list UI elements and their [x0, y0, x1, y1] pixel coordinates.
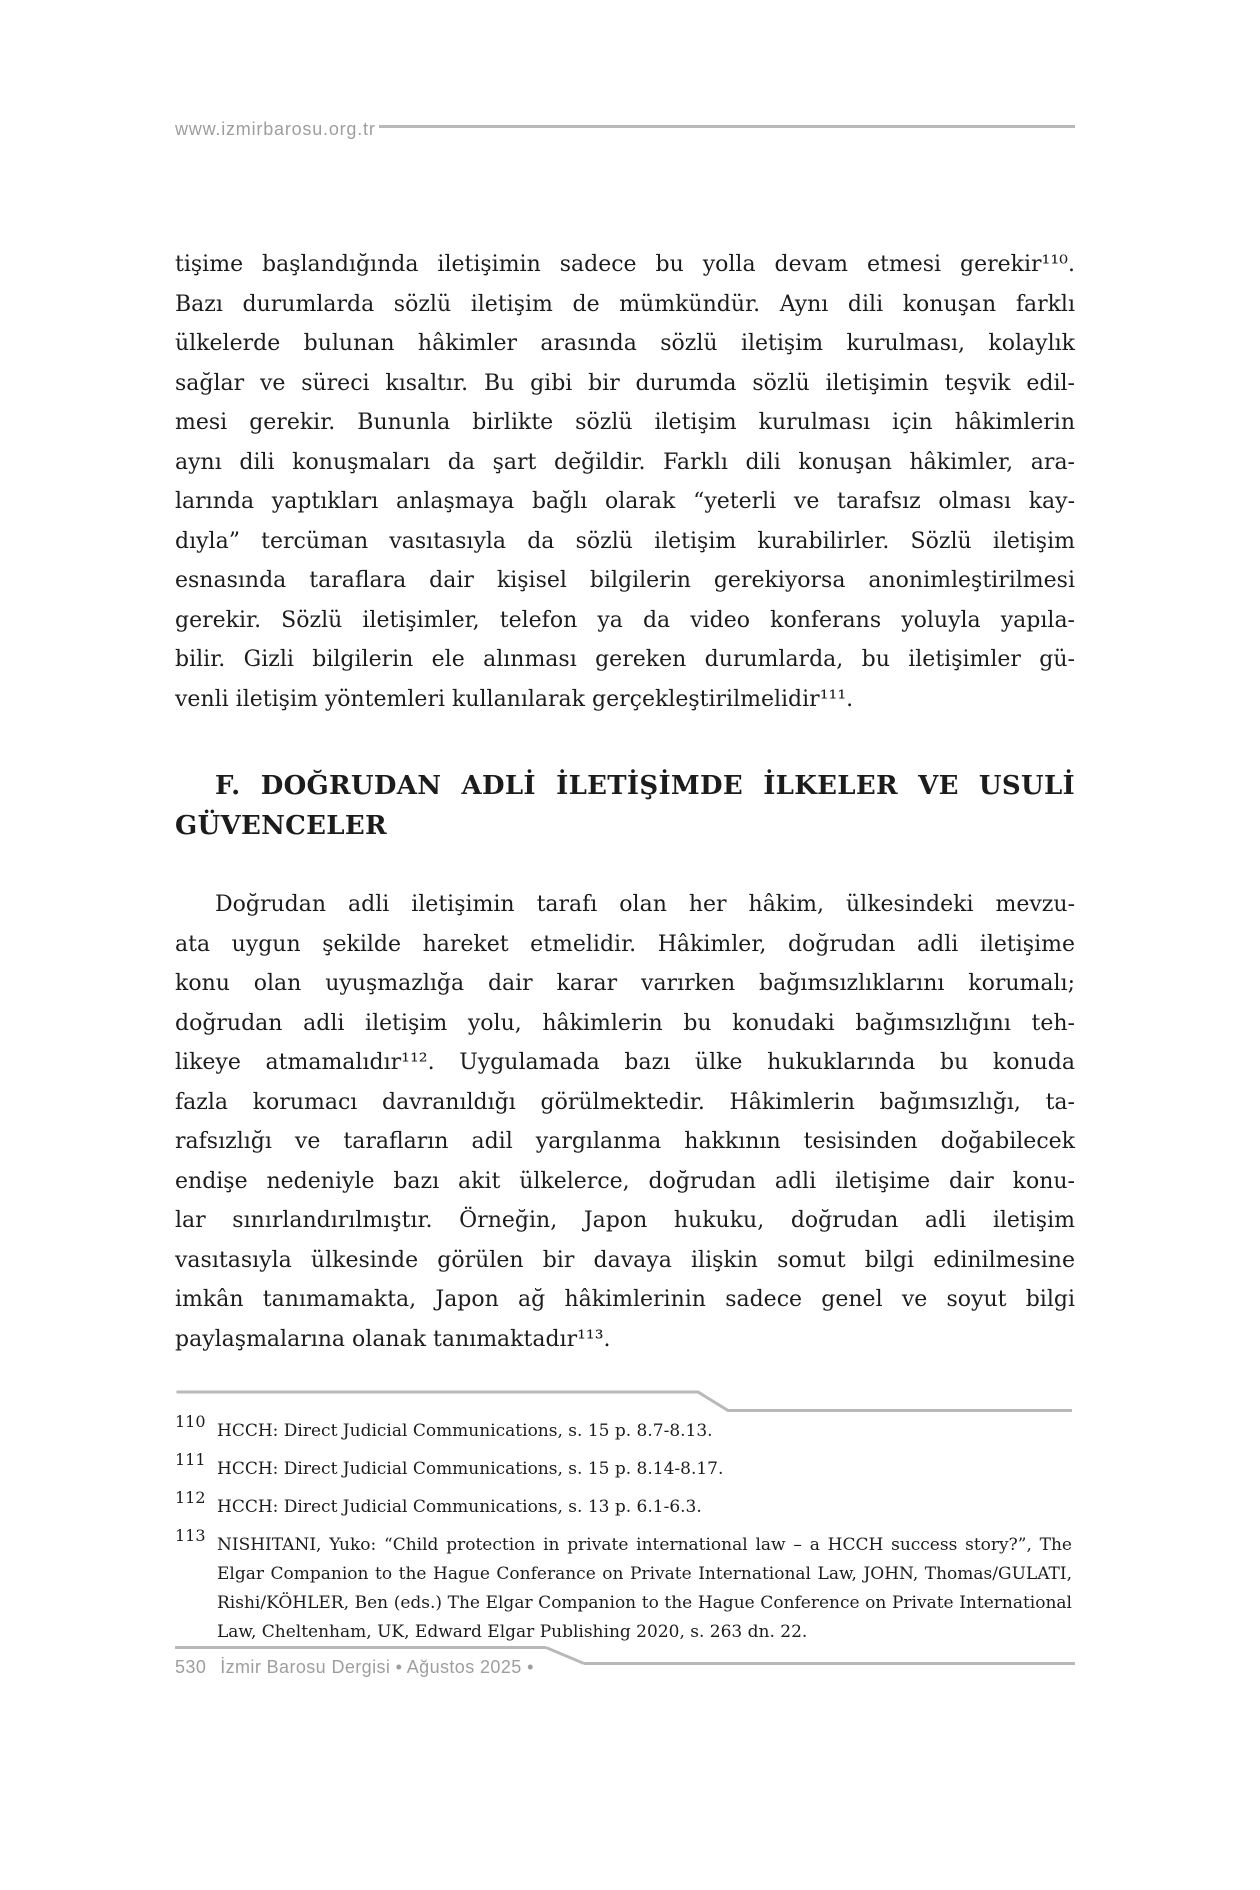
- text-line: tişime başlandığında iletişimin sadece bu yolla devam etmesi gerekir¹¹⁰.: [175, 252, 1075, 277]
- text-line: F. DOĞRUDAN ADLİ İLETİŞİMDE İLKELER VE USULİ: [215, 771, 1075, 801]
- text-line: GÜVENCELER: [175, 811, 387, 841]
- text-line: Doğrudan adli iletişimin tarafı olan her hâkim, ülkesindeki mevzu-: [215, 892, 1075, 917]
- footnote-number: 111: [175, 1450, 206, 1469]
- text-line: sağlar ve süreci kısaltır. Bu gibi bir durumda sözlü iletişimin teşvik edil-: [175, 370, 1075, 396]
- footnote-text: [217, 1417, 1072, 1446]
- text-line: ata uygun şekilde hareket etmelidir. Hâkimler, doğrudan adli iletişime: [175, 931, 1075, 957]
- footnote-number: 110: [175, 1412, 206, 1431]
- footer-rule-diagonal: [546, 1646, 584, 1667]
- footer-text: [175, 1646, 546, 1679]
- footnote-113: [175, 1526, 1072, 1647]
- footnote-110: [175, 1412, 1072, 1446]
- text-line: rafsızlığı ve tarafların adil yargılanma hakkının tesisinden doğabilecek: [175, 1129, 1075, 1154]
- body-paragraph-continuation: [175, 245, 1075, 719]
- text-line: lar sınırlandırılmıştır. Örneğin, Japon hukuku, doğrudan adli iletişim: [175, 1208, 1075, 1233]
- journal-issue: İzmir Barosu Dergisi • Ağustos 2025 •: [220, 1657, 534, 1677]
- text-line: dıyla” tercüman vasıtasıyla da sözlü iletişim kurabilirler. Sözlü iletişim: [175, 528, 1075, 554]
- text-line: mesi gerekir. Bununla birlikte sözlü iletişim kurulması için hâkimlerin: [175, 410, 1075, 435]
- text-line: vasıtasıyla ülkesinde görülen bir davaya ilişkin somut bilgi edinilmesine: [175, 1247, 1075, 1273]
- text-line: Rishi/KÖHLER, Ben (eds.) The Elgar Companion to the Hague Conference on Private International: [217, 1593, 1072, 1613]
- text-line: imkân tanımamakta, Japon ağ hâkimlerinin sadece genel ve soyut bilgi: [175, 1287, 1075, 1312]
- footnote-number: 113: [175, 1526, 206, 1545]
- footnote-separator-line: [177, 1392, 1073, 1411]
- text-line: bilir. Gizli bilgilerin ele alınması gereken durumlarda, bu iletişimler gü-: [175, 647, 1075, 672]
- footnote-111: [175, 1450, 1072, 1484]
- body-paragraph: [175, 885, 1075, 1359]
- text-line: HCCH: Direct Judicial Communications, s. 15 p. 8.7-8.13.: [217, 1421, 713, 1441]
- page-footer: [175, 1646, 1075, 1679]
- text-line: paylaşmalarına olanak tanımaktadır¹¹³.: [175, 1326, 611, 1352]
- text-line: doğrudan adli iletişim yolu, hâkimlerin bu konudaki bağımsızlığını teh-: [175, 1010, 1075, 1036]
- section-heading: [175, 766, 1075, 846]
- text-line: fazla korumacı davranıldığı görülmektedir. Hâkimlerin bağımsızlığı, ta-: [175, 1089, 1075, 1115]
- site-url-text: www.izmirbarosu.org.tr: [175, 119, 376, 139]
- text-line: konu olan uyuşmazlığa dair karar varırken bağımsızlıklarını korumalı;: [175, 971, 1075, 996]
- text-line: esnasında taraflara dair kişisel bilgilerin gerekiyorsa anonimleştirilmesi: [175, 568, 1075, 593]
- text-line: likeye atmamalıdır¹¹². Uygulamada bazı ülke hukuklarında bu konuda: [175, 1050, 1075, 1075]
- text-line: Law, Cheltenham, UK, Edward Elgar Publishing 2020, s. 263 dn. 22.: [217, 1622, 808, 1642]
- footnotes-section: [175, 1412, 1072, 1656]
- footer-rule: [584, 1662, 1075, 1665]
- footnote-text: [217, 1531, 1072, 1647]
- footnote-number: 112: [175, 1488, 206, 1507]
- text-line: Elgar Companion to the Hague Conferance on Private International Law, JOHN, Thomas/GULATI,: [217, 1564, 1072, 1584]
- page-header: [175, 118, 1075, 140]
- footnote-separator-rule: [175, 1390, 1075, 1414]
- text-line: HCCH: Direct Judicial Communications, s. 15 p. 8.14-8.17.: [217, 1459, 724, 1479]
- text-line: endişe nedeniyle bazı akit ülkelerce, doğrudan adli iletişime dair konu-: [175, 1168, 1075, 1194]
- footer-diagonal-line: [546, 1648, 584, 1664]
- page-number: 530: [175, 1657, 207, 1677]
- text-line: larında yaptıkları anlaşmaya bağlı olarak “yeterli ve tarafsız olması kay-: [175, 489, 1075, 514]
- footnote-text: [217, 1455, 1072, 1484]
- footnote-text: [217, 1493, 1072, 1522]
- text-line: HCCH: Direct Judicial Communications, s. 13 p. 6.1-6.3.: [217, 1497, 702, 1517]
- text-line: Bazı durumlarda sözlü iletişim de mümkündür. Aynı dili konuşan farklı: [175, 291, 1075, 317]
- footnote-112: [175, 1488, 1072, 1522]
- text-line: aynı dili konuşmaları da şart değildir. Farklı dili konuşan hâkimler, ara-: [175, 449, 1075, 475]
- text-line: gerekir. Sözlü iletişimler, telefon ya da video konferans yoluyla yapıla-: [175, 607, 1075, 633]
- text-line: ülkelerde bulunan hâkimler arasında sözlü iletişim kurulması, kolaylık: [175, 331, 1075, 356]
- text-line: NISHITANI, Yuko: “Child protection in private international law – a HCCH success story?”, The: [217, 1535, 1072, 1555]
- text-line: venli iletişim yöntemleri kullanılarak gerçekleştirilmelidir¹¹¹.: [175, 686, 854, 712]
- header-rule: [379, 125, 1075, 128]
